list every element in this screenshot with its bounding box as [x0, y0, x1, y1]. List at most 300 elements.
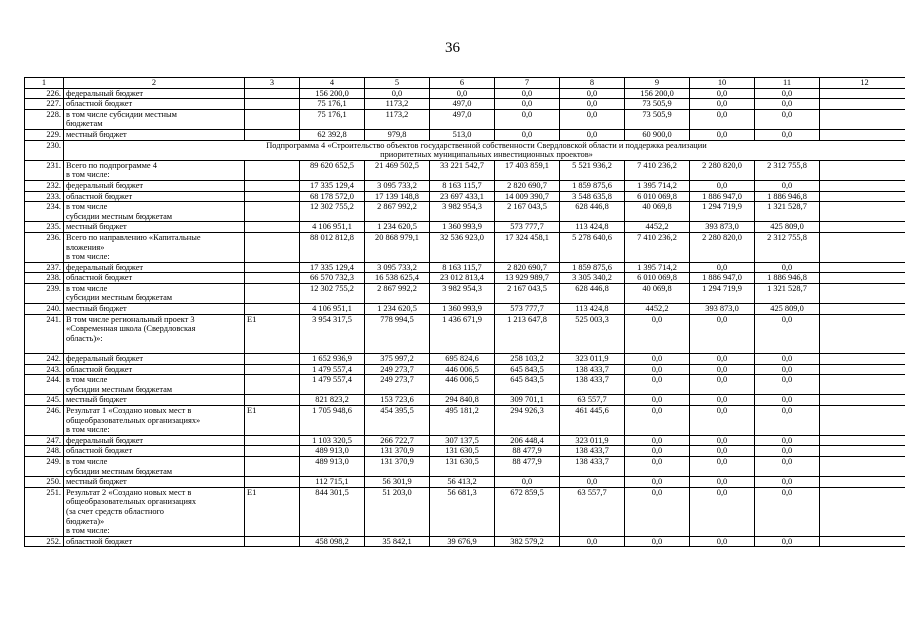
row-title: местный бюджет — [64, 222, 245, 233]
row-number: 247. — [25, 435, 64, 446]
table-row — [25, 180, 905, 191]
value-cell: 0,0 — [690, 314, 755, 353]
value-cell: 88 012 812,8 — [300, 232, 365, 262]
value-cell: 7 410 236,2 — [625, 160, 690, 180]
value-cell: 0,0 — [560, 109, 625, 129]
value-cell: 138 433,7 — [560, 375, 625, 395]
row-number: 236. — [25, 232, 64, 262]
value-cell: 0,0 — [560, 88, 625, 99]
value-cell: 12 302 755,2 — [300, 283, 365, 303]
row-title: областной бюджет — [64, 191, 245, 202]
row-number: 231. — [25, 160, 64, 180]
value-cell: 1 436 671,9 — [430, 314, 495, 353]
row-number: 249. — [25, 457, 64, 477]
value-cell: 2 867 992,2 — [365, 202, 430, 222]
value-cell: 1 886 947,0 — [690, 191, 755, 202]
value-cell: 1 234 620,5 — [365, 222, 430, 233]
value-cell: 489 913,0 — [300, 457, 365, 477]
table-row — [25, 232, 905, 262]
page-number: 36 — [445, 40, 460, 56]
value-cell: 695 824,6 — [430, 354, 495, 365]
column-header-3: 3 — [245, 78, 300, 89]
row-number: 244. — [25, 375, 64, 395]
value-cell: 1 234 620,5 — [365, 304, 430, 315]
value-cell: 0,0 — [560, 477, 625, 488]
value-cell: 2 280 820,0 — [690, 160, 755, 180]
value-cell: 88 477,9 — [495, 446, 560, 457]
value-cell: 131 630,5 — [430, 457, 495, 477]
value-cell: 0,0 — [560, 129, 625, 140]
value-cell: 3 982 954,3 — [430, 283, 495, 303]
value-cell: 16 538 625,4 — [365, 273, 430, 284]
value-cell: 1 886 946,8 — [755, 191, 820, 202]
value-cell: 672 859,5 — [495, 487, 560, 536]
table-row — [25, 160, 905, 180]
row-title: федеральный бюджет — [64, 435, 245, 446]
value-cell: 56 681,3 — [430, 487, 495, 536]
value-cell: 979,8 — [365, 129, 430, 140]
value-cell: 0,0 — [755, 536, 820, 547]
value-cell: 821 823,2 — [300, 395, 365, 406]
row-extra — [820, 477, 905, 488]
row-code — [245, 99, 300, 110]
value-cell: 73 505,9 — [625, 109, 690, 129]
value-cell: 1 321 528,7 — [755, 202, 820, 222]
value-cell: 0,0 — [625, 477, 690, 488]
value-cell: 1 479 557,4 — [300, 375, 365, 395]
value-cell: 0,0 — [625, 395, 690, 406]
value-cell: 0,0 — [755, 406, 820, 436]
value-cell: 56 301,9 — [365, 477, 430, 488]
row-title: Всего по подпрограмме 4 в том числе: — [64, 160, 245, 180]
row-code — [245, 160, 300, 180]
row-code — [245, 435, 300, 446]
value-cell: 0,0 — [755, 262, 820, 273]
row-code — [245, 354, 300, 365]
value-cell: 6 010 069,8 — [625, 273, 690, 284]
table-row — [25, 406, 905, 436]
row-extra — [820, 262, 905, 273]
value-cell: 60 900,0 — [625, 129, 690, 140]
row-code: Е1 — [245, 487, 300, 536]
value-cell: 32 536 923,0 — [430, 232, 495, 262]
row-code — [245, 129, 300, 140]
value-cell: 294 926,3 — [495, 406, 560, 436]
row-extra — [820, 191, 905, 202]
row-title: в том числе субсидии местным бюджетам — [64, 457, 245, 477]
value-cell: 2 312 755,8 — [755, 160, 820, 180]
value-cell: 323 011,9 — [560, 435, 625, 446]
row-code — [245, 232, 300, 262]
table-row — [25, 129, 905, 140]
value-cell: 0,0 — [690, 487, 755, 536]
row-code — [245, 477, 300, 488]
row-number: 245. — [25, 395, 64, 406]
value-cell: 73 505,9 — [625, 99, 690, 110]
row-number: 226. — [25, 88, 64, 99]
value-cell: 0,0 — [625, 435, 690, 446]
row-number: 238. — [25, 273, 64, 284]
table-row — [25, 191, 905, 202]
value-cell: 35 842,1 — [365, 536, 430, 547]
value-cell: 1 886 947,0 — [690, 273, 755, 284]
value-cell: 0,0 — [690, 109, 755, 129]
row-number: 235. — [25, 222, 64, 233]
row-extra — [820, 406, 905, 436]
value-cell: 446 006,5 — [430, 375, 495, 395]
value-cell: 1 479 557,4 — [300, 364, 365, 375]
value-cell: 0,0 — [625, 406, 690, 436]
value-cell: 0,0 — [690, 354, 755, 365]
value-cell: 294 840,8 — [430, 395, 495, 406]
value-cell: 425 809,0 — [755, 222, 820, 233]
value-cell: 0,0 — [690, 262, 755, 273]
value-cell: 8 163 115,7 — [430, 262, 495, 273]
value-cell: 113 424,8 — [560, 304, 625, 315]
row-extra — [820, 283, 905, 303]
value-cell: 0,0 — [625, 375, 690, 395]
value-cell: 393 873,0 — [690, 222, 755, 233]
value-cell: 1 859 875,6 — [560, 180, 625, 191]
row-extra — [820, 314, 905, 353]
value-cell: 0,0 — [755, 435, 820, 446]
table-row — [25, 446, 905, 457]
table-row — [25, 99, 905, 110]
row-code — [245, 395, 300, 406]
value-cell: 156 200,0 — [625, 88, 690, 99]
value-cell: 0,0 — [755, 314, 820, 353]
row-number: 248. — [25, 446, 64, 457]
table-row — [25, 477, 905, 488]
value-cell: 0,0 — [495, 99, 560, 110]
row-number: 239. — [25, 283, 64, 303]
value-cell: 3 548 635,8 — [560, 191, 625, 202]
value-cell: 112 715,1 — [300, 477, 365, 488]
row-number: 242. — [25, 354, 64, 365]
value-cell: 138 433,7 — [560, 457, 625, 477]
value-cell: 497,0 — [430, 99, 495, 110]
value-cell: 307 137,5 — [430, 435, 495, 446]
value-cell: 12 302 755,2 — [300, 202, 365, 222]
row-extra — [820, 446, 905, 457]
row-title: в том числе субсидии местным бюджетам — [64, 109, 245, 129]
row-extra — [820, 109, 905, 129]
value-cell: 2 167 043,5 — [495, 283, 560, 303]
value-cell: 0,0 — [560, 536, 625, 547]
value-cell: 68 178 572,0 — [300, 191, 365, 202]
value-cell: 0,0 — [755, 487, 820, 536]
row-code — [245, 180, 300, 191]
table-row — [25, 262, 905, 273]
row-number: 233. — [25, 191, 64, 202]
row-title: федеральный бюджет — [64, 354, 245, 365]
table-row — [25, 273, 905, 284]
value-cell: 0,0 — [755, 457, 820, 477]
row-code — [245, 202, 300, 222]
row-title: областной бюджет — [64, 446, 245, 457]
row-extra — [820, 129, 905, 140]
row-extra — [820, 88, 905, 99]
value-cell: 778 994,5 — [365, 314, 430, 353]
row-title: в том числе субсидии местным бюджетам — [64, 283, 245, 303]
row-code — [245, 273, 300, 284]
value-cell: 2 820 690,7 — [495, 262, 560, 273]
column-header-11: 11 — [755, 78, 820, 89]
value-cell: 645 843,5 — [495, 375, 560, 395]
row-code: Е1 — [245, 406, 300, 436]
value-cell: 454 395,5 — [365, 406, 430, 436]
value-cell: 249 273,7 — [365, 364, 430, 375]
row-code — [245, 304, 300, 315]
value-cell: 573 777,7 — [495, 304, 560, 315]
value-cell: 0,0 — [625, 364, 690, 375]
value-cell: 0,0 — [365, 88, 430, 99]
value-cell: 0,0 — [625, 487, 690, 536]
value-cell: 40 069,8 — [625, 202, 690, 222]
value-cell: 51 203,0 — [365, 487, 430, 536]
value-cell: 20 868 979,1 — [365, 232, 430, 262]
row-code — [245, 536, 300, 547]
value-cell: 131 370,9 — [365, 457, 430, 477]
value-cell: 1 859 875,6 — [560, 262, 625, 273]
row-code — [245, 375, 300, 395]
value-cell: 88 477,9 — [495, 457, 560, 477]
value-cell: 1 360 993,9 — [430, 222, 495, 233]
row-title: В том числе региональный проект 3 «Современная школа (Свердловская область)»: — [64, 314, 245, 353]
value-cell: 645 843,5 — [495, 364, 560, 375]
value-cell: 0,0 — [755, 88, 820, 99]
value-cell: 1 395 714,2 — [625, 262, 690, 273]
column-header-5: 5 — [365, 78, 430, 89]
value-cell: 1 213 647,8 — [495, 314, 560, 353]
value-cell: 23 012 813,4 — [430, 273, 495, 284]
value-cell: 13 929 989,7 — [495, 273, 560, 284]
value-cell: 4 106 951,1 — [300, 304, 365, 315]
value-cell: 513,0 — [430, 129, 495, 140]
value-cell: 0,0 — [690, 446, 755, 457]
row-number: 237. — [25, 262, 64, 273]
value-cell: 8 163 115,7 — [430, 180, 495, 191]
value-cell: 0,0 — [690, 536, 755, 547]
row-number: 252. — [25, 536, 64, 547]
row-title: областной бюджет — [64, 273, 245, 284]
value-cell: 497,0 — [430, 109, 495, 129]
value-cell: 2 867 992,2 — [365, 283, 430, 303]
row-title: областной бюджет — [64, 99, 245, 110]
column-header-7: 7 — [495, 78, 560, 89]
value-cell: 131 370,9 — [365, 446, 430, 457]
value-cell: 17 139 148,8 — [365, 191, 430, 202]
row-title: в том числе субсидии местным бюджетам — [64, 375, 245, 395]
table-row — [25, 140, 905, 160]
value-cell: 0,0 — [690, 129, 755, 140]
row-code — [245, 88, 300, 99]
value-cell: 0,0 — [690, 457, 755, 477]
value-cell: 0,0 — [560, 99, 625, 110]
column-header-9: 9 — [625, 78, 690, 89]
value-cell: 0,0 — [755, 129, 820, 140]
table-row — [25, 283, 905, 303]
value-cell: 1 294 719,9 — [690, 202, 755, 222]
row-number: 243. — [25, 364, 64, 375]
value-cell: 3 305 340,2 — [560, 273, 625, 284]
row-code — [245, 364, 300, 375]
row-code — [245, 446, 300, 457]
value-cell: 131 630,5 — [430, 446, 495, 457]
table-row — [25, 314, 905, 353]
row-title: в том числе субсидии местным бюджетам — [64, 202, 245, 222]
row-extra — [820, 304, 905, 315]
table-row — [25, 435, 905, 446]
row-extra — [820, 364, 905, 375]
value-cell: 1 886 946,8 — [755, 273, 820, 284]
value-cell: 2 280 820,0 — [690, 232, 755, 262]
row-code — [245, 457, 300, 477]
value-cell: 0,0 — [755, 375, 820, 395]
row-extra — [820, 202, 905, 222]
value-cell: 23 697 433,1 — [430, 191, 495, 202]
value-cell: 0,0 — [690, 88, 755, 99]
value-cell: 17 403 859,1 — [495, 160, 560, 180]
column-header-4: 4 — [300, 78, 365, 89]
row-extra — [820, 375, 905, 395]
table-row — [25, 395, 905, 406]
row-title: федеральный бюджет — [64, 180, 245, 191]
value-cell: 458 098,2 — [300, 536, 365, 547]
value-cell: 75 176,1 — [300, 99, 365, 110]
value-cell: 1 294 719,9 — [690, 283, 755, 303]
row-code — [245, 283, 300, 303]
row-code — [245, 262, 300, 273]
table-row — [25, 304, 905, 315]
value-cell: 62 392,8 — [300, 129, 365, 140]
value-cell: 89 620 652,5 — [300, 160, 365, 180]
value-cell: 66 570 732,3 — [300, 273, 365, 284]
value-cell: 75 176,1 — [300, 109, 365, 129]
value-cell: 425 809,0 — [755, 304, 820, 315]
row-number: 250. — [25, 477, 64, 488]
table-row — [25, 109, 905, 129]
value-cell: 0,0 — [690, 180, 755, 191]
header-row — [25, 78, 905, 89]
value-cell: 0,0 — [755, 364, 820, 375]
value-cell: 0,0 — [495, 88, 560, 99]
value-cell: 628 446,8 — [560, 202, 625, 222]
row-title: областной бюджет — [64, 536, 245, 547]
value-cell: 1 395 714,2 — [625, 180, 690, 191]
row-extra — [820, 536, 905, 547]
row-title: Результат 2 «Создано новых мест в общеобразовательных организациях (за счет средств областного бюджета)» в том числе: — [64, 487, 245, 536]
row-number: 232. — [25, 180, 64, 191]
column-header-2: 2 — [64, 78, 245, 89]
row-extra — [820, 354, 905, 365]
value-cell: 153 723,6 — [365, 395, 430, 406]
value-cell: 446 006,5 — [430, 364, 495, 375]
column-header-1: 1 — [25, 78, 64, 89]
table-row — [25, 202, 905, 222]
value-cell: 1 321 528,7 — [755, 283, 820, 303]
value-cell: 0,0 — [430, 88, 495, 99]
value-cell: 138 433,7 — [560, 446, 625, 457]
value-cell: 266 722,7 — [365, 435, 430, 446]
row-code: Е1 — [245, 314, 300, 353]
row-extra — [820, 180, 905, 191]
table-row — [25, 354, 905, 365]
table-row — [25, 88, 905, 99]
value-cell: 21 469 502,5 — [365, 160, 430, 180]
value-cell: 3 095 733,2 — [365, 262, 430, 273]
value-cell: 573 777,7 — [495, 222, 560, 233]
value-cell: 0,0 — [690, 99, 755, 110]
value-cell: 5 278 640,6 — [560, 232, 625, 262]
value-cell: 0,0 — [690, 375, 755, 395]
value-cell: 113 424,8 — [560, 222, 625, 233]
value-cell: 382 579,2 — [495, 536, 560, 547]
column-header-8: 8 — [560, 78, 625, 89]
table-row — [25, 536, 905, 547]
value-cell: 525 003,3 — [560, 314, 625, 353]
value-cell: 0,0 — [690, 435, 755, 446]
value-cell: 2 167 043,5 — [495, 202, 560, 222]
value-cell: 2 820 690,7 — [495, 180, 560, 191]
row-extra — [820, 457, 905, 477]
column-header-10: 10 — [690, 78, 755, 89]
table-row — [25, 222, 905, 233]
value-cell: 0,0 — [755, 477, 820, 488]
value-cell: 249 273,7 — [365, 375, 430, 395]
value-cell: 0,0 — [625, 314, 690, 353]
value-cell: 63 557,7 — [560, 487, 625, 536]
row-title: местный бюджет — [64, 304, 245, 315]
row-number: 240. — [25, 304, 64, 315]
row-title: Всего по направлению «Капитальные вложения» в том числе: — [64, 232, 245, 262]
value-cell: 56 413,2 — [430, 477, 495, 488]
row-code — [245, 222, 300, 233]
value-cell: 393 873,0 — [690, 304, 755, 315]
value-cell: 309 701,1 — [495, 395, 560, 406]
value-cell: 0,0 — [625, 354, 690, 365]
value-cell: 0,0 — [495, 109, 560, 129]
column-header-6: 6 — [430, 78, 495, 89]
value-cell: 156 200,0 — [300, 88, 365, 99]
row-number: 228. — [25, 109, 64, 129]
value-cell: 461 445,6 — [560, 406, 625, 436]
value-cell: 17 335 129,4 — [300, 262, 365, 273]
row-extra — [820, 222, 905, 233]
value-cell: 1173,2 — [365, 109, 430, 129]
row-title: федеральный бюджет — [64, 88, 245, 99]
value-cell: 3 954 317,5 — [300, 314, 365, 353]
value-cell: 4 106 951,1 — [300, 222, 365, 233]
value-cell: 0,0 — [625, 457, 690, 477]
value-cell: 39 676,9 — [430, 536, 495, 547]
value-cell: 3 982 954,3 — [430, 202, 495, 222]
value-cell: 40 069,8 — [625, 283, 690, 303]
row-extra — [820, 395, 905, 406]
table-row — [25, 487, 905, 536]
row-number: 234. — [25, 202, 64, 222]
row-number: 229. — [25, 129, 64, 140]
row-code — [245, 109, 300, 129]
row-number: 227. — [25, 99, 64, 110]
value-cell: 1173,2 — [365, 99, 430, 110]
table-row — [25, 364, 905, 375]
value-cell: 5 521 936,2 — [560, 160, 625, 180]
value-cell: 1 360 993,9 — [430, 304, 495, 315]
budget-table — [24, 77, 905, 547]
value-cell: 7 410 236,2 — [625, 232, 690, 262]
value-cell: 1 652 936,9 — [300, 354, 365, 365]
